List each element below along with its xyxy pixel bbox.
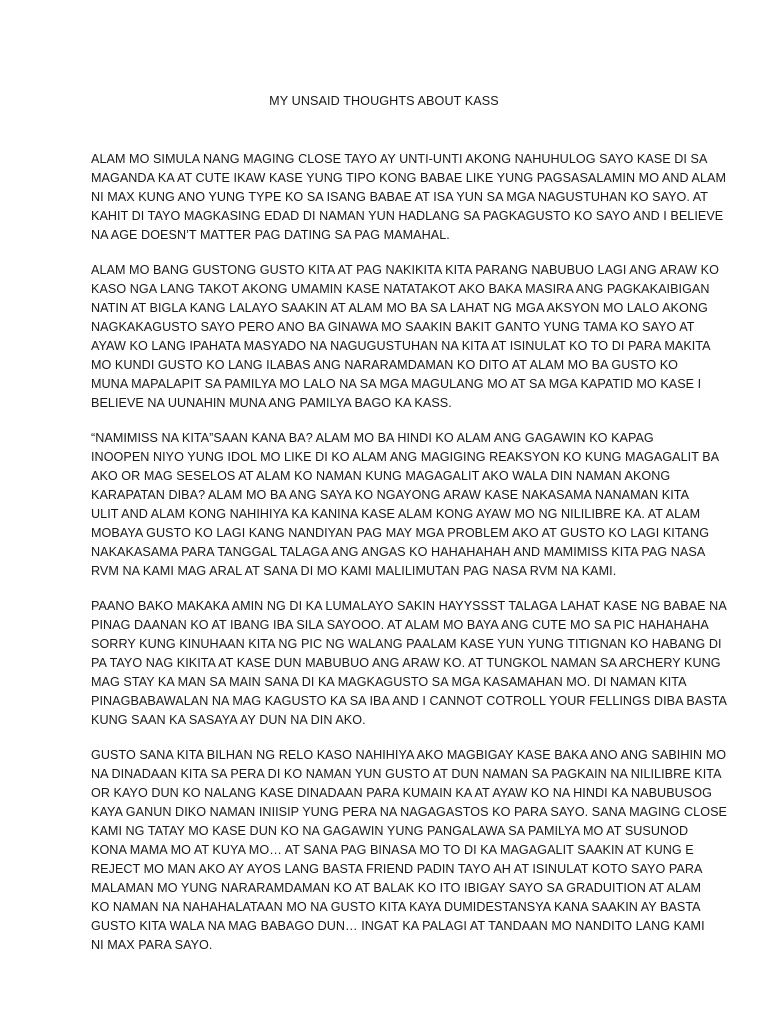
text-line: RVM NA KAMI MAG ARAL AT SANA DI MO KAMI MALILIMUTAN PAG NASA RVM NA KAMI. xyxy=(91,564,617,578)
text-line: ULIT AND ALAM KONG NAHIHIYA KA KANINA KASE ALAM KONG AYAW MO NG NILILIBRE KA. AT ALAM xyxy=(91,507,701,521)
text-line: REJECT MO MAN AKO AY AYOS LANG BASTA FRIEND PADIN TAYO AH AT ISINULAT KOTO SAYO PARA xyxy=(91,862,703,876)
text-line: KASO NGA LANG TAKOT AKONG UMAMIN KASE NATATAKOT AKO BAKA MASIRA ANG PAGKAKAIBIGAN xyxy=(91,282,710,296)
document-title: MY UNSAID THOUGHTS ABOUT KASS xyxy=(269,94,499,108)
text-line: NI MAX PARA SAYO. xyxy=(91,938,213,952)
text-line: NA AGE DOESN’T MATTER PAG DATING SA PAG MAMAHAL. xyxy=(91,228,450,242)
text-line: MAGANDA KA AT CUTE IKAW KASE YUNG TIPO KONG BABAE LIKE YUNG PAGSASALAMIN MO AND ALAM xyxy=(91,171,726,185)
text-line: NAKAKASAMA PARA TANGGAL TALAGA ANG ANGAS KO HAHAHAHAH AND MAMIMISS KITA PAG NASA xyxy=(91,545,706,559)
text-line: KONA MAMA MO AT KUYA MO… AT SANA PAG BINASA MO TO DI KA MAGAGALIT SAAKIN AT KUNG E xyxy=(91,843,694,857)
text-line: MAG STAY KA MAN SA MAIN SANA DI KA MAGKAGUSTO SA MGA KASAMAHAN MO. DI NAMAN KITA xyxy=(91,675,687,689)
paragraph-2 xyxy=(91,261,719,413)
text-line: BELIEVE NA UUNAHIN MUNA ANG PAMILYA BAGO KA KASS. xyxy=(91,396,452,410)
text-line: KO NAMAN NA NAHAHALATAAN MO NA GUSTO KITA KAYA DUMIDESTANSYA KANA SAAKIN AY BASTA xyxy=(91,900,701,914)
text-line: KARAPATAN DIBA? ALAM MO BA ANG SAYA KO NGAYONG ARAW KASE NAKASAMA NANAMAN KITA xyxy=(91,488,690,502)
text-line: KAYA GANUN DIKO NAMAN INIISIP YUNG PERA NA NAGAGASTOS KO PARA SAYO. SANA MAGING CLOSE xyxy=(91,805,727,819)
paragraph-1 xyxy=(91,150,726,245)
text-line: GUSTO SANA KITA BILHAN NG RELO KASO NAHIHIYA AKO MAGBIGAY KASE BAKA ANO ANG SABIHIN MO xyxy=(91,748,727,762)
text-line: GUSTO KITA WALA NA MAG BABAGO DUN… INGAT KA PALAGI AT TANDAAN MO NANDITO LANG KAMI xyxy=(91,919,705,933)
text-line: MUNA MAPALAPIT SA PAMILYA MO LALO NA SA MGA MAGULANG MO AT SA MGA KAPATID MO KASE I xyxy=(91,377,702,391)
text-line: NI MAX KUNG ANO YUNG TYPE KO SA ISANG BABAE AT ISA YUN SA MGA NAGUSTUHAN KO SAYO. AT xyxy=(91,190,709,204)
text-line: “NAMIMISS NA KITA”SAAN KANA BA? ALAM MO BA HINDI KO ALAM ANG GAGAWIN KO KAPAG xyxy=(91,431,654,445)
text-line: PINAGBABAWALAN NA MAG KAGUSTO KA SA IBA AND I CANNOT COTROLL YOUR FELLINGS DIBA BASTA xyxy=(91,694,727,708)
text-line: OR KAYO DUN KO NALANG KASE DINADAAN PARA KUMAIN KA AT AYAW KO NA HINDI KA NABUBUSOG xyxy=(91,786,712,800)
text-line: ALAM MO BANG GUSTONG GUSTO KITA AT PAG NAKIKITA KITA PARANG NABUBUO LAGI ANG ARAW KO xyxy=(91,263,719,277)
text-line: SORRY KUNG KINUHAAN KITA NG PIC NG WALANG PAALAM KASE YUN YUNG TITIGNAN KO HABANG DI xyxy=(91,637,722,651)
text-line: KAHIT DI TAYO MAGKASING EDAD DI NAMAN YUN HADLANG SA PAGKAGUSTO KO SAYO AND I BELIEVE xyxy=(91,209,724,223)
text-line: MOBAYA GUSTO KO LAGI KANG NANDIYAN PAG MAY MGA PROBLEM AKO AT GUSTO KO LAGI KITANG xyxy=(91,526,710,540)
text-line: KAMI NG TATAY MO KASE DUN KO NA GAGAWIN YUNG PANGALAWA SA PAMILYA MO AT SUSUNOD xyxy=(91,824,689,838)
paragraph-4 xyxy=(91,597,727,730)
text-line: AYAW KO LANG IPAHATA MASYADO NA NAGUGUSTUHAN NA KITA AT ISINULAT KO TO DI PARA MAKITA xyxy=(91,339,711,353)
text-line: MALAMAN MO YUNG NARARAMDAMAN KO AT BALAK KO ITO IBIGAY SAYO SA GRADUITION AT ALAM xyxy=(91,881,702,895)
text-line: NA DINADAAN KITA SA PERA DI KO NAMAN YUN GUSTO AT DUN NAMAN SA PAGKAIN NA NILILIBRE KITA xyxy=(91,767,722,781)
text-line: INOOPEN NIYO YUNG IDOL MO LIKE DI KO ALAM ANG MAGIGING REAKSYON KO KUNG MAGAGALIT BA xyxy=(91,450,720,464)
text-line: AKO OR MAG SESELOS AT ALAM KO NAMAN KUNG MAGAGALIT AKO WALA DIN NAMAN AKONG xyxy=(91,469,671,483)
text-line: PAANO BAKO MAKAKA AMIN NG DI KA LUMALAYO SAKIN HAYYSSST TALAGA LAHAT KASE NG BABAE NA xyxy=(91,599,727,613)
text-line: PA TAYO NAG KIKITA AT KASE DUN MABUBUO ANG ARAW KO. AT TUNGKOL NAMAN SA ARCHERY KUNG xyxy=(91,656,721,670)
paragraph-3 xyxy=(91,429,720,581)
text-line: PINAG DAANAN KO AT IBANG IBA SILA SAYOOO. AT ALAM MO BAYA ANG CUTE MO SA PIC HAHAHAHA xyxy=(91,618,709,632)
paragraph-5 xyxy=(91,746,727,955)
text-line: KUNG SAAN KA SASAYA AY DUN NA DIN AKO. xyxy=(91,713,366,727)
text-line: NATIN AT BIGLA KANG LALAYO SAAKIN AT ALAM MO BA SA LAHAT NG MGA AKSYON MO LALO AKONG xyxy=(91,301,708,315)
text-line: ALAM MO SIMULA NANG MAGING CLOSE TAYO AY UNTI-UNTI AKONG NAHUHULOG SAYO KASE DI SA xyxy=(91,152,708,166)
text-line: NAGKAKAGUSTO SAYO PERO ANO BA GINAWA MO SAAKIN BAKIT GANTO YUNG TAMA KO SAYO AT xyxy=(91,320,695,334)
text-line: MO KUNDI GUSTO KO LANG ILABAS ANG NARARAMDAMAN KO DITO AT ALAM MO BA GUSTO KO xyxy=(91,358,679,372)
document-body xyxy=(91,150,727,971)
